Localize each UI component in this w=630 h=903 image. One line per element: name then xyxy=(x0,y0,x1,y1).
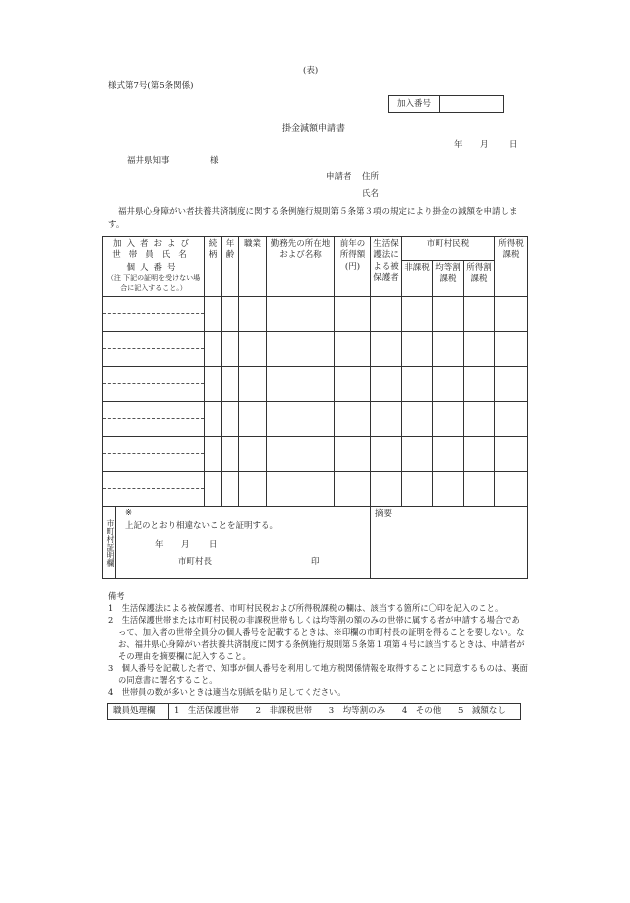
addressee-suffix: 様 xyxy=(210,156,219,166)
note-item: 4 世帯員の数が多いときは適当な別紙を貼り足してください。 xyxy=(108,687,346,698)
form-reference: 様式第7号(第5条関係) xyxy=(108,81,194,91)
cert-seal: 印 xyxy=(311,557,320,567)
header-income-tax: 所得税課税 xyxy=(495,237,528,297)
table-row xyxy=(103,332,528,367)
certification-row xyxy=(103,507,528,579)
header-welfare: 生活保護法による被保護者 xyxy=(371,237,402,297)
cert-text: 上記のとおり相違ないことを証明する。 xyxy=(125,521,279,531)
option-other[interactable]: 4 その他 xyxy=(401,706,442,716)
header-relation: 続柄 xyxy=(205,237,222,297)
table-row xyxy=(103,297,528,332)
name-label: 氏名 xyxy=(362,189,380,199)
membership-number-box xyxy=(388,95,504,113)
top-label: (表) xyxy=(303,66,319,76)
table-row xyxy=(103,437,528,472)
cert-mayor: 市町村長 xyxy=(178,557,213,567)
membership-number-field[interactable] xyxy=(440,96,503,112)
table-row xyxy=(103,472,528,507)
note-item: 3 個人番号を記載した者で、知事が個人番号を利用して地方税関係情報を取得することに同意するものは、裏面の同意書に署名すること。 xyxy=(108,663,528,686)
address-label: 住所 xyxy=(362,172,380,182)
staff-processing-box xyxy=(107,703,521,720)
table-row xyxy=(103,367,528,402)
note-item: 2 生活保護世帯または市町村民税の非課税世帯もしくは均等割の額のみの世帯に属する者が申請する場合であって、加入者の世帯全員分の個人番号を記載するときは、※印欄の市町村長の証明を得ることを要しない。なお、福井県心身障がい者扶養共済制度に関する条例施行規則第５条第１項第４号に該当するときは、申請者がその理由を摘要欄に記入すること。 xyxy=(108,615,525,662)
option-welfare[interactable]: 1 生活保護世帯 xyxy=(174,706,239,716)
header-workplace: 勤務先の所在地および名称 xyxy=(267,237,335,297)
header-income-levy: 所得割課税 xyxy=(464,261,495,297)
applicant-table xyxy=(102,236,528,579)
option-per-capita[interactable]: 3 均等割のみ xyxy=(328,706,386,716)
applicant-label: 申請者 xyxy=(326,172,352,182)
option-tax-exempt[interactable]: 2 非課税世帯 xyxy=(255,706,313,716)
staff-processing-options xyxy=(174,706,520,717)
option-no-reduction[interactable]: 5 減額なし xyxy=(458,706,506,716)
cert-mark: ※ xyxy=(125,508,133,518)
notes-title: 備考 xyxy=(108,591,125,601)
table-row xyxy=(103,402,528,437)
cert-date-year: 年 xyxy=(155,540,164,550)
header-municipal-tax: 市町村民税 xyxy=(402,237,495,261)
notes-section xyxy=(108,590,528,698)
staff-processing-label: 職員処理欄 xyxy=(113,706,156,716)
cert-date-day: 日 xyxy=(209,540,218,550)
certification-cell xyxy=(103,507,371,579)
header-occupation: 職業 xyxy=(239,237,267,297)
intro-text: 福井県心身障がい者扶養共済制度に関する条例施行規則第５条第３項の規定により掛金の減額を申請します。 xyxy=(108,207,518,231)
cert-vertical-label: 市町村証明欄 xyxy=(103,507,116,578)
header-tax-exempt: 非課税 xyxy=(402,261,433,297)
addressee: 福井県知事 xyxy=(127,156,170,166)
note-item: 1 生活保護法による被保護者、市町村民税および所得税課税の欄は、該当する箇所に〇印を記入のこと。 xyxy=(108,603,504,614)
header-member-name: 加入者および 世帯員氏名 個人番号 （注 下記の証明を受けない場合に記入すること。） xyxy=(103,237,205,297)
header-age: 年齢 xyxy=(222,237,239,297)
remarks-label: 摘要 xyxy=(375,509,393,519)
remarks-cell[interactable] xyxy=(371,507,528,579)
membership-number-label: 加入番号 xyxy=(397,99,432,109)
header-prev-income: 前年の所得額 (円) xyxy=(335,237,371,297)
header-per-capita: 均等割課税 xyxy=(433,261,464,297)
page-title: 掛金減額申請書 xyxy=(282,124,346,134)
cert-date-month: 月 xyxy=(181,540,190,550)
